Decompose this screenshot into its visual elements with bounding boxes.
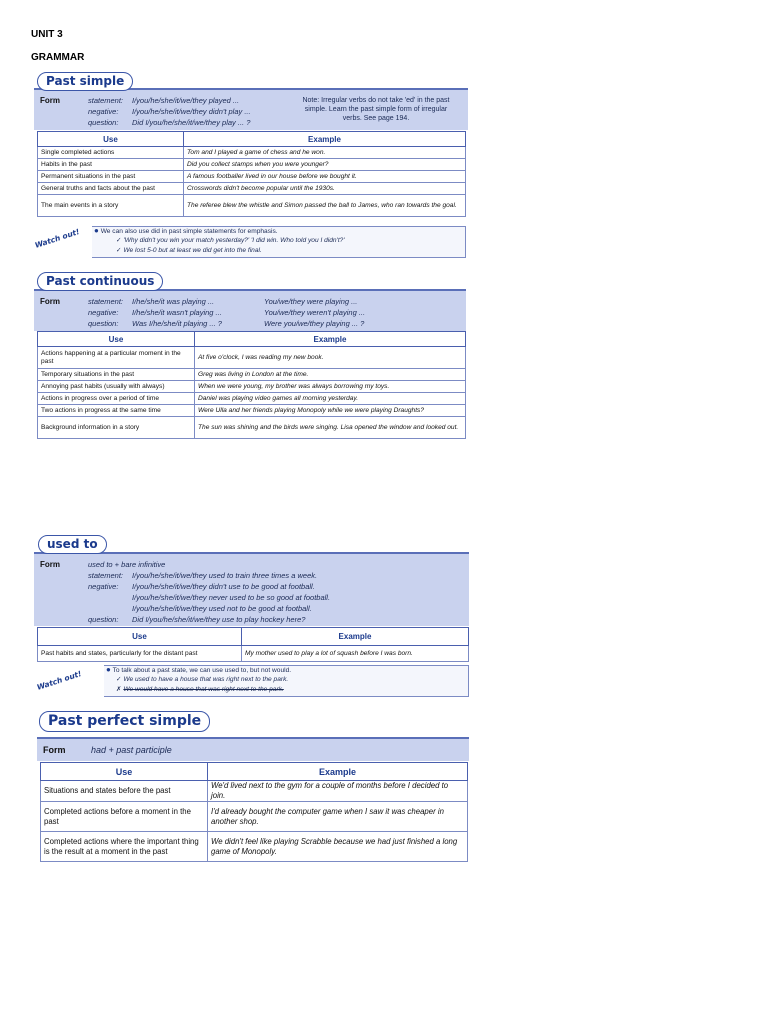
table-row xyxy=(38,369,466,381)
past-perfect-form-box xyxy=(37,737,469,761)
past-perfect-title: Past perfect simple xyxy=(39,711,210,732)
negative-line xyxy=(88,582,315,591)
used-to-table xyxy=(37,627,469,662)
col-example: Example xyxy=(195,332,466,347)
table-row xyxy=(38,405,466,417)
col-use: Use xyxy=(38,332,195,347)
statement-label: statement: xyxy=(88,297,124,306)
use-cell: Two actions in progress at the same time xyxy=(38,405,195,417)
watch-line xyxy=(116,675,288,683)
statement-line xyxy=(88,297,214,306)
table-row xyxy=(38,195,466,217)
table-row xyxy=(38,347,466,369)
example-cell: Greg was living in London at the time. xyxy=(195,369,466,381)
use-cell: The main events in a story xyxy=(38,195,184,217)
question-text: Did I/you/he/she/it/we/they play ... ? xyxy=(132,118,251,127)
col-use: Use xyxy=(38,132,184,147)
col-example: Example xyxy=(242,628,469,646)
negative-text: I/you/he/she/it/we/they didn't play ... xyxy=(132,107,251,116)
table-row xyxy=(41,802,468,832)
past-continuous-title: Past continuous xyxy=(37,272,163,291)
example-cell: When we were young, my brother was always borrowing my toys. xyxy=(195,381,466,393)
watch-line xyxy=(94,226,278,235)
question-label: question: xyxy=(88,118,119,127)
negative-line xyxy=(88,308,222,317)
example-cell: Tom and I played a game of chess and he won. xyxy=(184,147,466,159)
statement-text-plural: You/we/they were playing ... xyxy=(264,297,358,306)
watch-out-badge: Watch out! xyxy=(33,227,81,250)
table-row xyxy=(38,393,466,405)
watch-line-text: We can also use did in past simple statements for emphasis. xyxy=(100,228,278,235)
use-cell: General truths and facts about the past xyxy=(38,183,184,195)
bullet-icon: ● xyxy=(106,665,111,674)
example-cell: We didn't feel like playing Scrabble because we had just finished a long game of Monopoly. xyxy=(208,832,468,862)
example-cell: The sun was shining and the birds were singing. Lisa opened the window and looked out. xyxy=(195,417,466,439)
table-row xyxy=(41,781,468,802)
table-row xyxy=(38,646,469,662)
table-header-row xyxy=(38,628,469,646)
statement-line xyxy=(88,571,317,580)
table-header-row xyxy=(41,763,468,781)
unit-heading: UNIT 3 xyxy=(31,29,63,40)
grammar-heading: GRAMMAR xyxy=(31,52,85,63)
example-cell: At five o'clock, I was reading my new book. xyxy=(195,347,466,369)
statement-text: I/you/he/she/it/we/they played ... xyxy=(132,96,240,105)
statement-label: statement: xyxy=(88,96,124,105)
table-row xyxy=(38,417,466,439)
negative-text-plural: You/we/they weren't playing ... xyxy=(264,308,366,317)
check-icon: ✓ xyxy=(116,676,122,683)
negative-line xyxy=(88,107,251,116)
watch-line-text: To talk about a past state, we can use used to, but not would. xyxy=(112,667,292,674)
question-text: Was I/he/she/it playing ... ? xyxy=(132,319,222,328)
use-cell: Actions in progress over a period of time xyxy=(38,393,195,405)
table-row xyxy=(38,171,466,183)
col-example: Example xyxy=(184,132,466,147)
table-header-row xyxy=(38,332,466,347)
form-label: Form xyxy=(40,297,60,306)
question-text-plural: Were you/we/they playing ... ? xyxy=(264,319,365,328)
use-cell: Habits in the past xyxy=(38,159,184,171)
table-row xyxy=(41,832,468,862)
use-cell: Annoying past habits (usually with always) xyxy=(38,381,195,393)
question-line xyxy=(88,615,305,624)
use-cell: Situations and states before the past xyxy=(41,781,208,802)
watch-line xyxy=(116,236,345,244)
use-cell: Single completed actions xyxy=(38,147,184,159)
col-example: Example xyxy=(208,763,468,781)
use-cell: Actions happening at a particular moment in the past xyxy=(38,347,195,369)
example-cell: I'd already bought the computer game when I saw it was cheaper in another shop. xyxy=(208,802,468,832)
use-cell: Permanent situations in the past xyxy=(38,171,184,183)
use-cell: Temporary situations in the past xyxy=(38,369,195,381)
form-text: had + past participle xyxy=(91,745,172,755)
table-row xyxy=(38,183,466,195)
negative-text-3: I/you/he/she/it/we/they used not to be good at football. xyxy=(132,604,312,613)
watch-line-text: We used to have a house that was right next to the park. xyxy=(123,676,289,683)
table-header-row xyxy=(38,132,466,147)
past-simple-title: Past simple xyxy=(37,72,133,91)
form-label: Form xyxy=(43,745,66,755)
negative-label: negative: xyxy=(88,582,119,591)
watch-line-text: We lost 5-0 but at least we did get into the final. xyxy=(123,247,262,254)
question-text: Did I/you/he/she/it/we/they use to play hockey here? xyxy=(132,615,306,624)
example-cell: We'd lived next to the gym for a couple of months before I decided to join. xyxy=(208,781,468,802)
example-cell: A famous footballer lived in our house before we bought it. xyxy=(184,171,466,183)
bullet-icon: ● xyxy=(94,226,99,235)
question-label: question: xyxy=(88,319,119,328)
use-cell: Past habits and states, particularly for the distant past xyxy=(38,646,242,662)
table-row xyxy=(38,147,466,159)
question-line xyxy=(88,319,222,328)
watch-line xyxy=(106,665,291,674)
irregular-note: Note: Irregular verbs do not take 'ed' in the past simple. Learn the past simple form of irregular verbs. See page 194. xyxy=(302,97,450,122)
negative-label: negative: xyxy=(88,107,119,116)
col-use: Use xyxy=(41,763,208,781)
question-line xyxy=(88,118,250,127)
used-to-form-box xyxy=(34,552,469,626)
watch-line-text: 'Why didn't you win your match yesterday?' 'I did win. Who told you I didn't?' xyxy=(123,237,345,244)
check-icon: ✓ xyxy=(116,247,122,254)
example-cell: My mother used to play a lot of squash before I was born. xyxy=(242,646,469,662)
past-simple-table xyxy=(37,131,466,217)
form-label: Form xyxy=(40,560,60,569)
negative-text: I/you/he/she/it/we/they didn't use to be good at football. xyxy=(132,582,315,591)
table-row xyxy=(38,159,466,171)
example-cell: Crosswords didn't become popular until the 1930s. xyxy=(184,183,466,195)
watch-line-text: We would have a house that was right next to the park. xyxy=(123,686,284,693)
use-cell: Completed actions before a moment in the past xyxy=(41,802,208,832)
statement-line xyxy=(88,96,239,105)
negative-text: I/he/she/it wasn't playing ... xyxy=(132,308,222,317)
table-row xyxy=(38,381,466,393)
use-cell: Background information in a story xyxy=(38,417,195,439)
statement-label: statement: xyxy=(88,571,124,580)
negative-label: negative: xyxy=(88,308,119,317)
statement-text: I/you/he/she/it/we/they used to train three times a week. xyxy=(132,571,318,580)
negative-text-2: I/you/he/she/it/we/they never used to be so good at football. xyxy=(132,593,331,602)
check-icon: ✓ xyxy=(116,237,122,244)
watch-line xyxy=(116,685,284,693)
example-cell: The referee blew the whistle and Simon passed the ball to James, who ran towards the goal. xyxy=(184,195,466,217)
use-cell: Completed actions where the important thing is the result at a moment in the past xyxy=(41,832,208,862)
past-perfect-table xyxy=(40,762,468,862)
example-cell: Were Ulla and her friends playing Monopoly while we were playing Draughts? xyxy=(195,405,466,417)
col-use: Use xyxy=(38,628,242,646)
watch-out-badge: Watch out! xyxy=(35,669,83,692)
statement-text: I/he/she/it was playing ... xyxy=(132,297,215,306)
past-continuous-form-box xyxy=(34,289,466,331)
form-label: Form xyxy=(40,96,60,105)
example-cell: Did you collect stamps when you were younger? xyxy=(184,159,466,171)
watch-line xyxy=(116,246,262,254)
example-cell: Daniel was playing video games all morning yesterday. xyxy=(195,393,466,405)
past-simple-form-box xyxy=(34,88,468,130)
question-label: question: xyxy=(88,615,119,624)
past-continuous-table xyxy=(37,331,466,439)
cross-icon: ✗ xyxy=(116,686,122,693)
used-to-title: used to xyxy=(38,535,107,554)
form-intro: used to + bare infinitive xyxy=(88,560,166,569)
